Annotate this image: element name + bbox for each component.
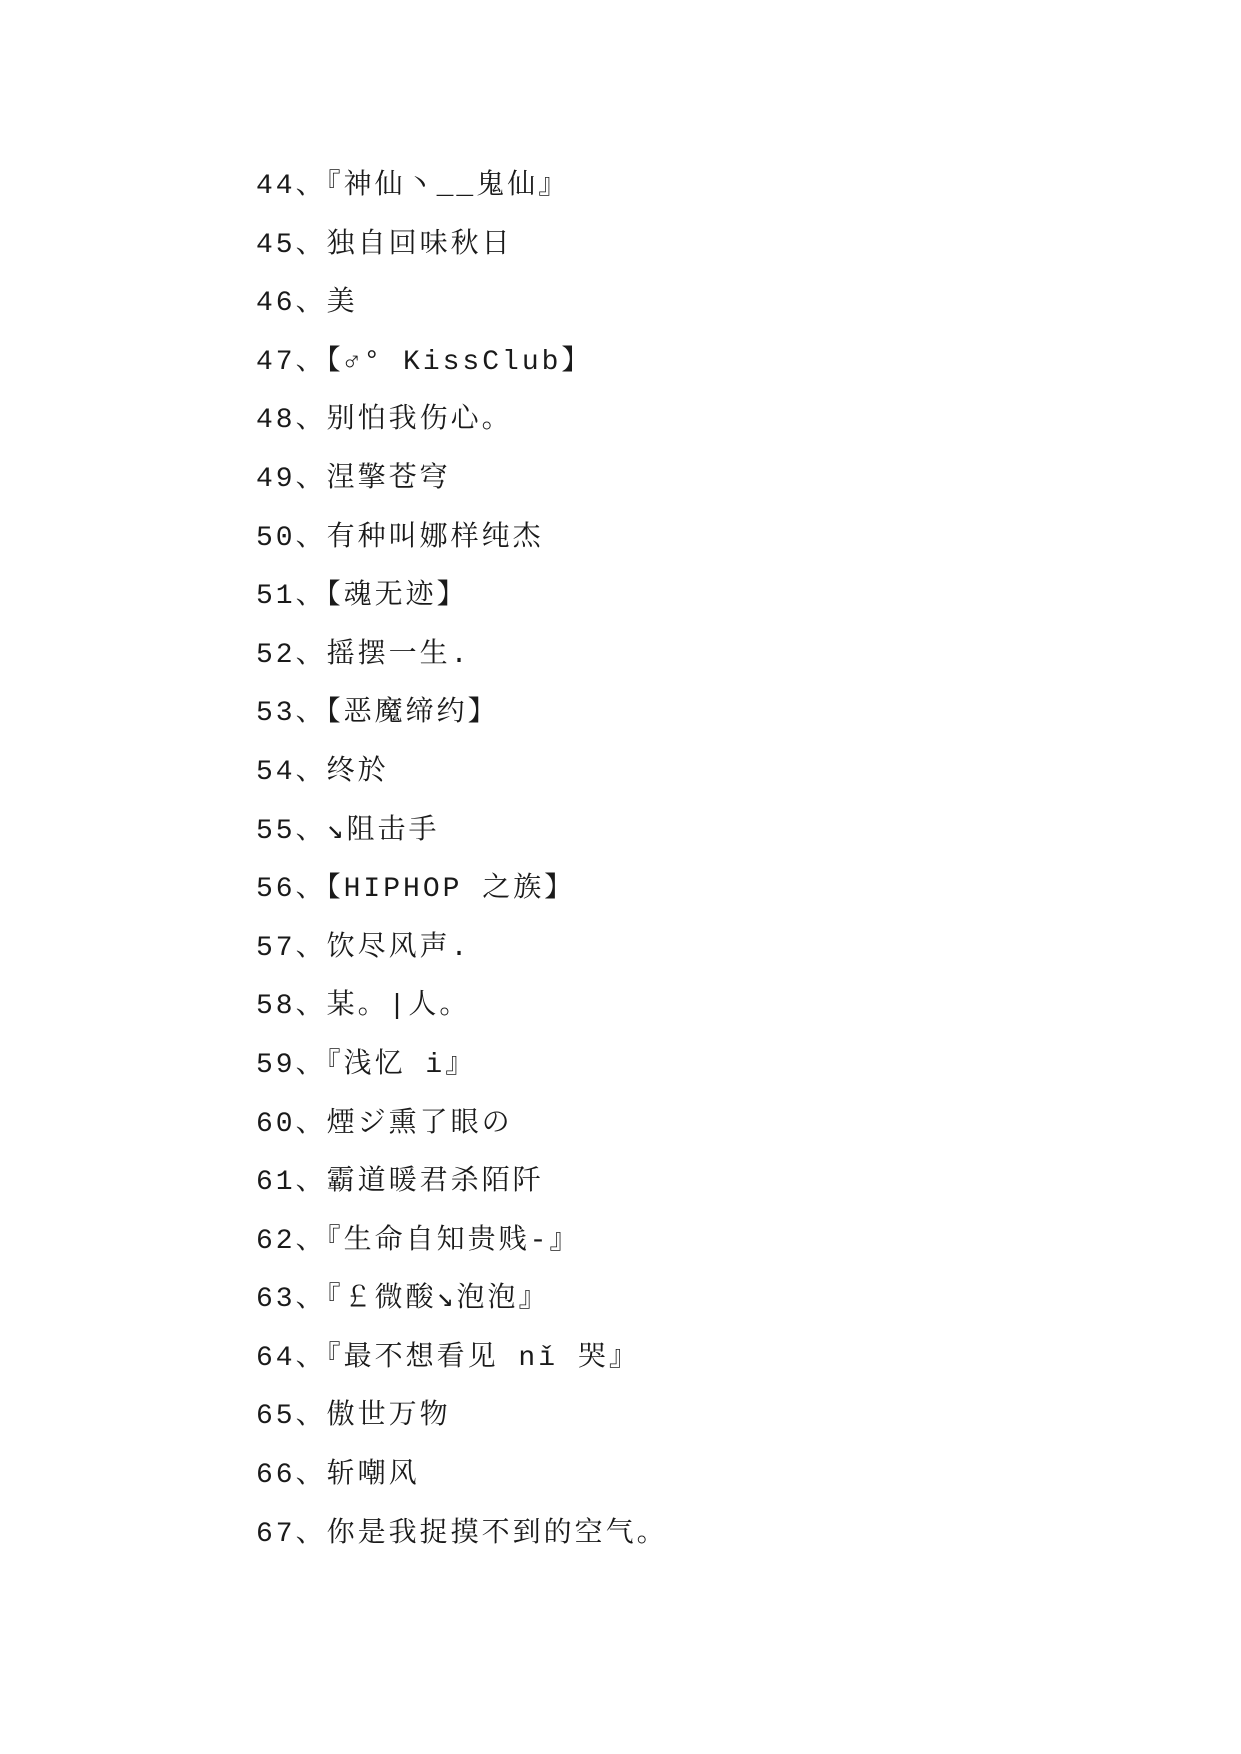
- list-item: 58、某。|人。: [256, 991, 471, 1023]
- list-item: 53、【恶魔缔约】: [256, 698, 499, 730]
- list-item: 51、【魂无迹】: [256, 581, 468, 613]
- list-item: 67、你是我捉摸不到的空气。: [256, 1518, 668, 1550]
- list-item: 55、↘阻击手: [256, 815, 440, 847]
- list-item: 60、煙ジ熏了眼の: [256, 1108, 513, 1140]
- list-item: 56、【HIPHOP 之族】: [256, 874, 576, 906]
- list-item: 52、摇摆一生.: [256, 639, 471, 671]
- list-item: 54、终於: [256, 756, 389, 788]
- list-item: 59、『浅忆 i』: [256, 1049, 477, 1081]
- list-item: 47、【♂° KissClub】: [256, 346, 593, 378]
- list-item: 45、独自回味秋日: [256, 229, 513, 261]
- list-item: 50、有种叫娜样纯杰: [256, 522, 544, 554]
- list-item: 49、涅擎苍穹: [256, 463, 451, 495]
- list-item: 46、美: [256, 288, 358, 320]
- list-item: 62、『生命自知贵贱-』: [256, 1225, 581, 1257]
- name-list: [256, 158, 1156, 1564]
- list-item: 57、饮尽风声.: [256, 932, 471, 964]
- list-item: 63、『￡微酸↘泡泡』: [256, 1284, 550, 1316]
- list-item: 64、『最不想看见 nǐ 哭』: [256, 1342, 640, 1374]
- list-item: 65、傲世万物: [256, 1401, 451, 1433]
- list-item: 66、斩嘲风: [256, 1460, 420, 1492]
- list-item: 44、『神仙丶__鬼仙』: [256, 171, 570, 202]
- list-item: 48、别怕我伤心。: [256, 405, 513, 437]
- list-item: 61、霸道暖君杀陌阡: [256, 1167, 544, 1199]
